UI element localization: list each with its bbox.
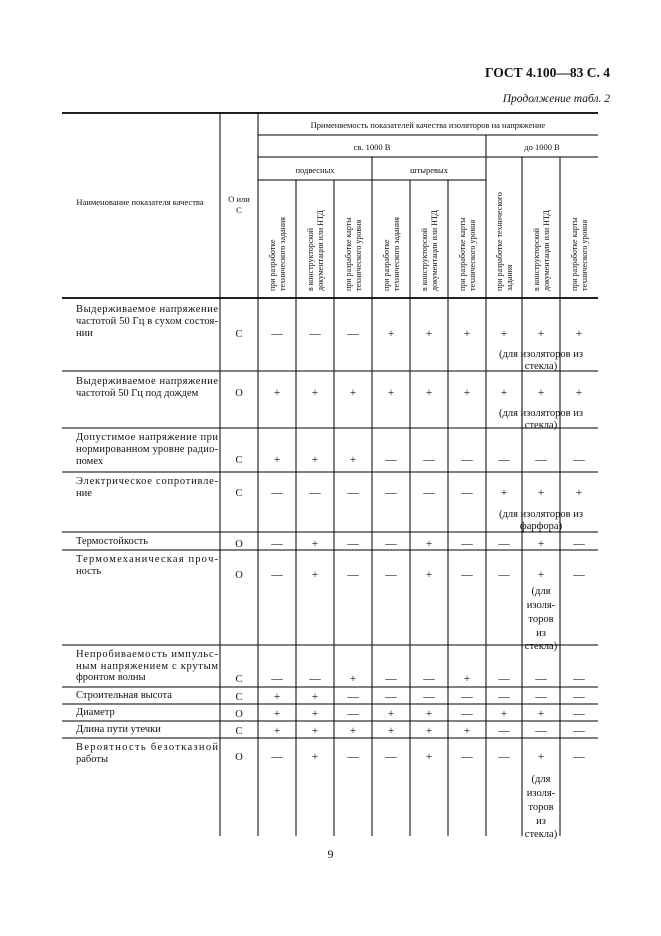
applicability-mark: — — [385, 569, 397, 581]
applicability-mark: + — [311, 708, 319, 720]
applicability-mark: — — [385, 691, 397, 703]
indicator-name: Выдерживаемое напряжение — [76, 304, 218, 315]
applicability-mark: — — [347, 691, 359, 703]
applicability-mark: — — [271, 569, 283, 581]
row-note: стекла) — [524, 829, 558, 840]
applicability-mark: — — [271, 538, 283, 550]
applicability-mark: + — [273, 387, 281, 399]
oc-value: О — [235, 388, 243, 399]
applicability-mark: — — [347, 487, 359, 499]
document-header: ГОСТ 4.100—83 С. 4 — [484, 65, 610, 80]
suspended-header: подвесных — [295, 165, 335, 175]
applicability-mark: — — [385, 454, 397, 466]
subcolumn-header-line: документации или НТД — [316, 210, 325, 291]
row-note: (для — [531, 774, 551, 785]
subcolumn-header-9 — [570, 217, 589, 291]
applicability-mark: + — [273, 725, 281, 737]
applicability-mark: — — [535, 691, 547, 703]
indicator-name: ние — [76, 488, 92, 499]
applicability-mark: — — [461, 454, 473, 466]
applicability-mark: + — [425, 708, 433, 720]
oc-value: С — [235, 329, 243, 340]
applicability-mark: + — [500, 328, 508, 340]
applicability-mark: — — [423, 454, 435, 466]
applicability-mark: + — [425, 328, 433, 340]
applicability-mark: + — [387, 387, 395, 399]
applicability-mark: + — [463, 328, 471, 340]
table-body — [76, 304, 585, 840]
applicability-mark: — — [573, 538, 585, 550]
applicability-mark: + — [463, 725, 471, 737]
applicability-mark: — — [385, 673, 397, 685]
applicability-mark: + — [311, 725, 319, 737]
applicability-mark: — — [535, 673, 547, 685]
applicability-mark: + — [349, 387, 357, 399]
indicator-name: частотой 50 Гц в сухом состоя- — [76, 316, 218, 327]
applicability-mark: — — [385, 751, 397, 763]
subcolumn-header-line: при разработке — [268, 239, 277, 291]
subcolumn-header-line: в конструкторской — [532, 227, 541, 291]
indicator-name: Термомеханическая прoч- — [76, 554, 218, 565]
indicator-name: ность — [76, 566, 102, 577]
applicability-mark: + — [425, 725, 433, 737]
table-continuation-label: Продолжение табл. 2 — [502, 93, 610, 105]
subcolumn-header-line: при разработке — [382, 239, 391, 291]
applicability-mark: + — [537, 569, 545, 581]
applicability-mark: — — [461, 538, 473, 550]
applicability-mark: + — [500, 387, 508, 399]
applicability-mark: — — [573, 708, 585, 720]
subcolumn-header-line: задания — [505, 264, 514, 291]
indicator-name: Электрическое сопротивле- — [76, 476, 218, 487]
row-note: (для изоляторов из — [499, 349, 583, 360]
applicability-mark: — — [498, 673, 510, 685]
applicability-mark: + — [537, 328, 545, 340]
applicability-mark: — — [498, 725, 510, 737]
oc-value: О — [235, 570, 243, 581]
applicability-mark: — — [498, 691, 510, 703]
subcolumn-header-6 — [458, 217, 477, 291]
applicability-mark: + — [387, 328, 395, 340]
subcolumn-header-8 — [532, 210, 551, 291]
applicability-mark: — — [309, 673, 321, 685]
applicability-mark: — — [271, 487, 283, 499]
indicator-name: Диаметр — [76, 707, 115, 718]
applicability-mark: + — [311, 454, 319, 466]
applicability-mark: — — [347, 328, 359, 340]
oc-value: С — [235, 455, 243, 466]
row-note: стекла) — [524, 641, 558, 652]
applicability-mark: — — [347, 708, 359, 720]
indicator-name: ным напряжением с крутым — [76, 661, 218, 672]
applicability-header: Применяемость показателей качества изоляторов на напряжение — [310, 120, 546, 130]
applicability-mark: — — [498, 454, 510, 466]
indicator-name: Строительная высота — [76, 690, 172, 701]
subcolumn-header-line: при разработке карты — [344, 217, 353, 291]
applicability-mark: — — [573, 691, 585, 703]
indicator-name: Термостойкость — [76, 536, 149, 547]
applicability-mark: — — [309, 328, 321, 340]
applicability-mark: + — [349, 673, 357, 685]
subcolumn-header-line: документации или НТД — [542, 210, 551, 291]
applicability-mark: — — [461, 751, 473, 763]
subcolumn-header-line: при разработке карты — [570, 217, 579, 291]
applicability-mark: + — [349, 725, 357, 737]
subcolumn-header-line: в конструкторской — [420, 227, 429, 291]
applicability-mark: + — [575, 487, 583, 499]
applicability-mark: + — [311, 569, 319, 581]
applicability-mark: — — [573, 673, 585, 685]
applicability-mark: — — [347, 538, 359, 550]
applicability-mark: — — [461, 569, 473, 581]
applicability-mark: — — [461, 691, 473, 703]
applicability-mark: — — [423, 691, 435, 703]
subcolumn-header-4 — [382, 217, 401, 291]
indicator-column-header: Наименование показателя качества — [76, 197, 204, 207]
row-note: торов — [528, 614, 554, 625]
applicability-mark: + — [311, 691, 319, 703]
subcolumn-header-line: технического задания — [392, 217, 401, 291]
applicability-mark: — — [573, 751, 585, 763]
applicability-mark: + — [349, 454, 357, 466]
applicability-mark: + — [537, 387, 545, 399]
subcolumn-header-line: в конструкторской — [306, 227, 315, 291]
applicability-mark: — — [347, 569, 359, 581]
applicability-mark: + — [537, 487, 545, 499]
applicability-mark: — — [573, 454, 585, 466]
oc-value: О — [235, 709, 243, 720]
applicability-mark: + — [311, 751, 319, 763]
applicability-mark: + — [500, 487, 508, 499]
subcolumn-header-line: документации или НТД — [430, 210, 439, 291]
applicability-mark: + — [273, 708, 281, 720]
applicability-mark: — — [461, 487, 473, 499]
applicability-mark: — — [535, 725, 547, 737]
applicability-mark: + — [575, 328, 583, 340]
applicability-mark: + — [425, 751, 433, 763]
indicator-name: частотой 50 Гц под дождем — [76, 388, 199, 399]
pin-header: штыревых — [410, 165, 448, 175]
applicability-mark: + — [463, 387, 471, 399]
row-note: (для — [531, 586, 551, 597]
oc-value: О — [235, 539, 243, 550]
oc-value: О — [235, 752, 243, 763]
applicability-mark: + — [387, 725, 395, 737]
applicability-mark: — — [385, 538, 397, 550]
applicability-mark: — — [271, 328, 283, 340]
applicability-mark: + — [537, 751, 545, 763]
oc-column-header: С — [236, 205, 242, 215]
indicator-name: работы — [76, 754, 109, 765]
subcolumn-header-line: технического уровня — [354, 219, 363, 291]
applicability-mark: + — [425, 538, 433, 550]
applicability-mark: + — [575, 387, 583, 399]
row-note: стекла) — [524, 420, 558, 431]
row-note: фарфора) — [519, 521, 563, 532]
applicability-mark: — — [385, 487, 397, 499]
subcolumn-header-3 — [344, 217, 363, 291]
applicability-mark: + — [425, 387, 433, 399]
indicator-name: помех — [76, 456, 104, 467]
subcolumn-header-7 — [495, 192, 514, 291]
subcolumn-header-2 — [306, 210, 325, 291]
applicability-mark: — — [423, 487, 435, 499]
applicability-mark: + — [500, 708, 508, 720]
subcolumn-header-line: при разработке карты — [458, 217, 467, 291]
indicator-name: Непробиваемость импульс- — [76, 649, 218, 660]
row-note: (для изоляторов из — [499, 509, 583, 520]
row-note: торов — [528, 802, 554, 813]
applicability-mark: — — [498, 538, 510, 550]
applicability-mark: — — [573, 725, 585, 737]
applicability-mark: — — [573, 569, 585, 581]
applicability-mark: — — [309, 487, 321, 499]
indicator-name: Выдерживаемое напряжение — [76, 376, 218, 387]
row-note: из — [536, 628, 546, 639]
page-number: 9 — [327, 847, 334, 861]
subcolumn-header-line: при разработке технического — [495, 192, 504, 291]
subcolumn-header-5 — [420, 210, 439, 291]
over-1000v-header: св. 1000 В — [353, 142, 391, 152]
subcolumn-header-line: технического задания — [278, 217, 287, 291]
row-note: изоля- — [526, 600, 556, 611]
up-to-1000v-header: до 1000 В — [524, 142, 560, 152]
oc-column-header: О или — [228, 194, 250, 204]
oc-value: С — [235, 692, 243, 703]
applicability-mark: — — [461, 708, 473, 720]
row-note: из — [536, 816, 546, 827]
applicability-mark: — — [271, 673, 283, 685]
indicator-name: Допустимое напряжение при — [76, 432, 218, 443]
applicability-mark: + — [311, 538, 319, 550]
row-note: стекла) — [524, 361, 558, 372]
applicability-mark: + — [463, 673, 471, 685]
applicability-mark: + — [537, 708, 545, 720]
applicability-mark: — — [271, 751, 283, 763]
applicability-mark: + — [425, 569, 433, 581]
row-note: (для изоляторов из — [499, 408, 583, 419]
applicability-mark: — — [347, 751, 359, 763]
oc-value: С — [235, 488, 243, 499]
applicability-mark: — — [535, 454, 547, 466]
applicability-mark: + — [273, 454, 281, 466]
oc-value: С — [235, 726, 243, 737]
applicability-mark: — — [498, 569, 510, 581]
indicator-name: нормированном уровне радио- — [76, 444, 218, 455]
applicability-mark: + — [311, 387, 319, 399]
indicator-name: нии — [76, 328, 93, 339]
indicator-name: Вероятность безотказной — [76, 742, 218, 753]
indicator-name: фронтом волны — [76, 672, 146, 683]
applicability-mark: + — [537, 538, 545, 550]
applicability-mark: — — [423, 673, 435, 685]
applicability-mark: + — [273, 691, 281, 703]
oc-value: С — [235, 674, 243, 685]
indicator-name: Длина пути утечки — [76, 724, 161, 735]
table-header — [76, 120, 589, 291]
subcolumn-header-line: технического уровня — [468, 219, 477, 291]
subcolumn-header-1 — [268, 217, 287, 291]
applicability-mark: — — [498, 751, 510, 763]
subcolumn-header-line: технического уровня — [580, 219, 589, 291]
applicability-mark: + — [387, 708, 395, 720]
row-note: изоля- — [526, 788, 556, 799]
